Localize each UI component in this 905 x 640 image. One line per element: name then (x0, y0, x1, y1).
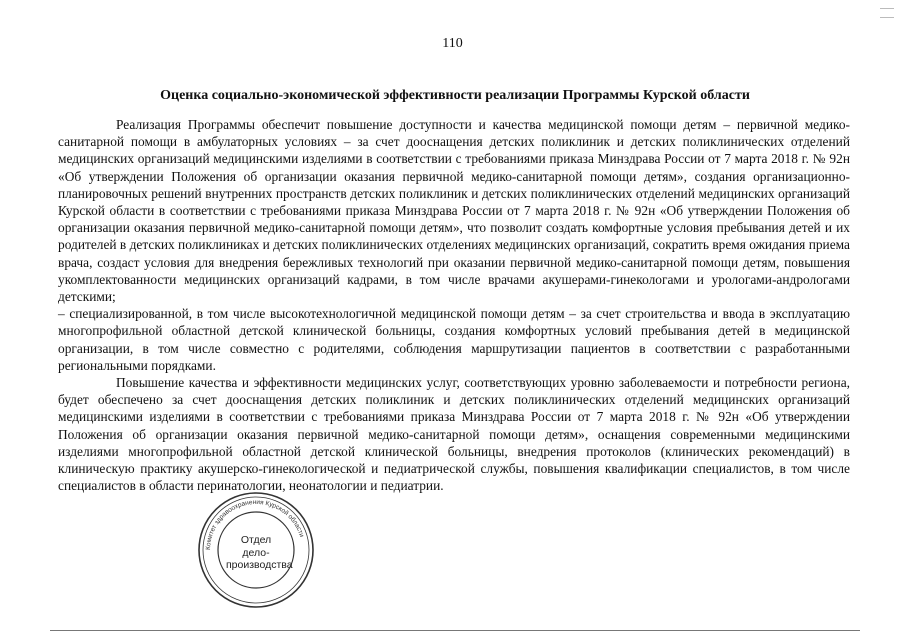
section-title: Оценка социально-экономической эффективности реализации Программы Курской области (160, 88, 750, 103)
bottom-rule (50, 630, 860, 631)
page-number: 110 (442, 36, 463, 51)
stamp-line-2: дело- (242, 546, 270, 559)
paragraph-primary-care: Реализация Программы обеспечит повышение доступности и качества медицинской помощи детям – первичной медико-санитарной помощи в амбулаторных условиях – за счет дооснащения детских поликлиник и детских поликлинических отделений медицинских организаций медицинскими изделиями в соответствии с требованиями приказа Минздрава России от 7 марта 2018 г. № 92н «Об утверждении Положения об организации оказания первичной медико-санитарной помощи детям», создания организационно-планировочных решений внутренних пространств детских поликлиник и детских поликлинических отделений медицинских организаций Курской области в соответствии с требованиями приказа Минздрава России от 7 марта 2018 г. № 92н «Об утверждении Положения об организации оказания первичной медико-санитарной помощи детям», что позволит создать комфортные условия пребывания детей и их родителей в детских поликлиниках и детских поликлинических отделениях медицинских организаций, сократить время ожидания приема врача, создаст условия для внедрения бережливых технологий при оказании первичной медико-санитарной помощи детям, повышения укомплектованности медицинских организаций кадрами, в том числе врачами акушерами-гинекологами и урологами-андрологами детскими; (58, 117, 850, 305)
document-body (58, 116, 850, 494)
stamp-label (226, 534, 293, 572)
scan-corner-mark (880, 8, 894, 18)
paragraph-quality-improvement: Повышение качества и эффективности медицинских услуг, соответствующих уровню заболеваемости и потребности региона, будет обеспечено за счет дооснащения детских поликлиник и детских поликлинических отделений медицинских организаций медицинскими изделиями в соответствии с требованиями приказа Минздрава России от 7 марта 2018 г. № 92н «Об утверждении Положения об организации оказания первичной медико-санитарной помощи детям», оснащения современными медицинскими изделиями многопрофильной областной детской клинической больницы, внедрения протоколов (клинических рекомендаций) в клиническую практику акушерско-гинекологической и педиатрической службы, повышения квалификации специалистов, в том числе специалистов в области перинатологии, неонатологии и педиатрии. (58, 375, 850, 494)
paragraph-specialized-care: – специализированной, в том числе высокотехнологичной медицинской помощи детям – за счет строительства и ввода в эксплуатацию многопрофильной областной детской клинической больницы, создания комфортных условий пребывания детей в медицинской организации, в том числе совместно с родителями, соблюдения маршрутизации пациентов в соответствии с разработанными региональными порядками. (58, 306, 850, 373)
stamp-line-3: производства (226, 559, 293, 571)
stamp-ring-text: Комитет здравоохранения Курской области (204, 498, 306, 551)
stamp-line-1: Отдел (240, 534, 272, 546)
